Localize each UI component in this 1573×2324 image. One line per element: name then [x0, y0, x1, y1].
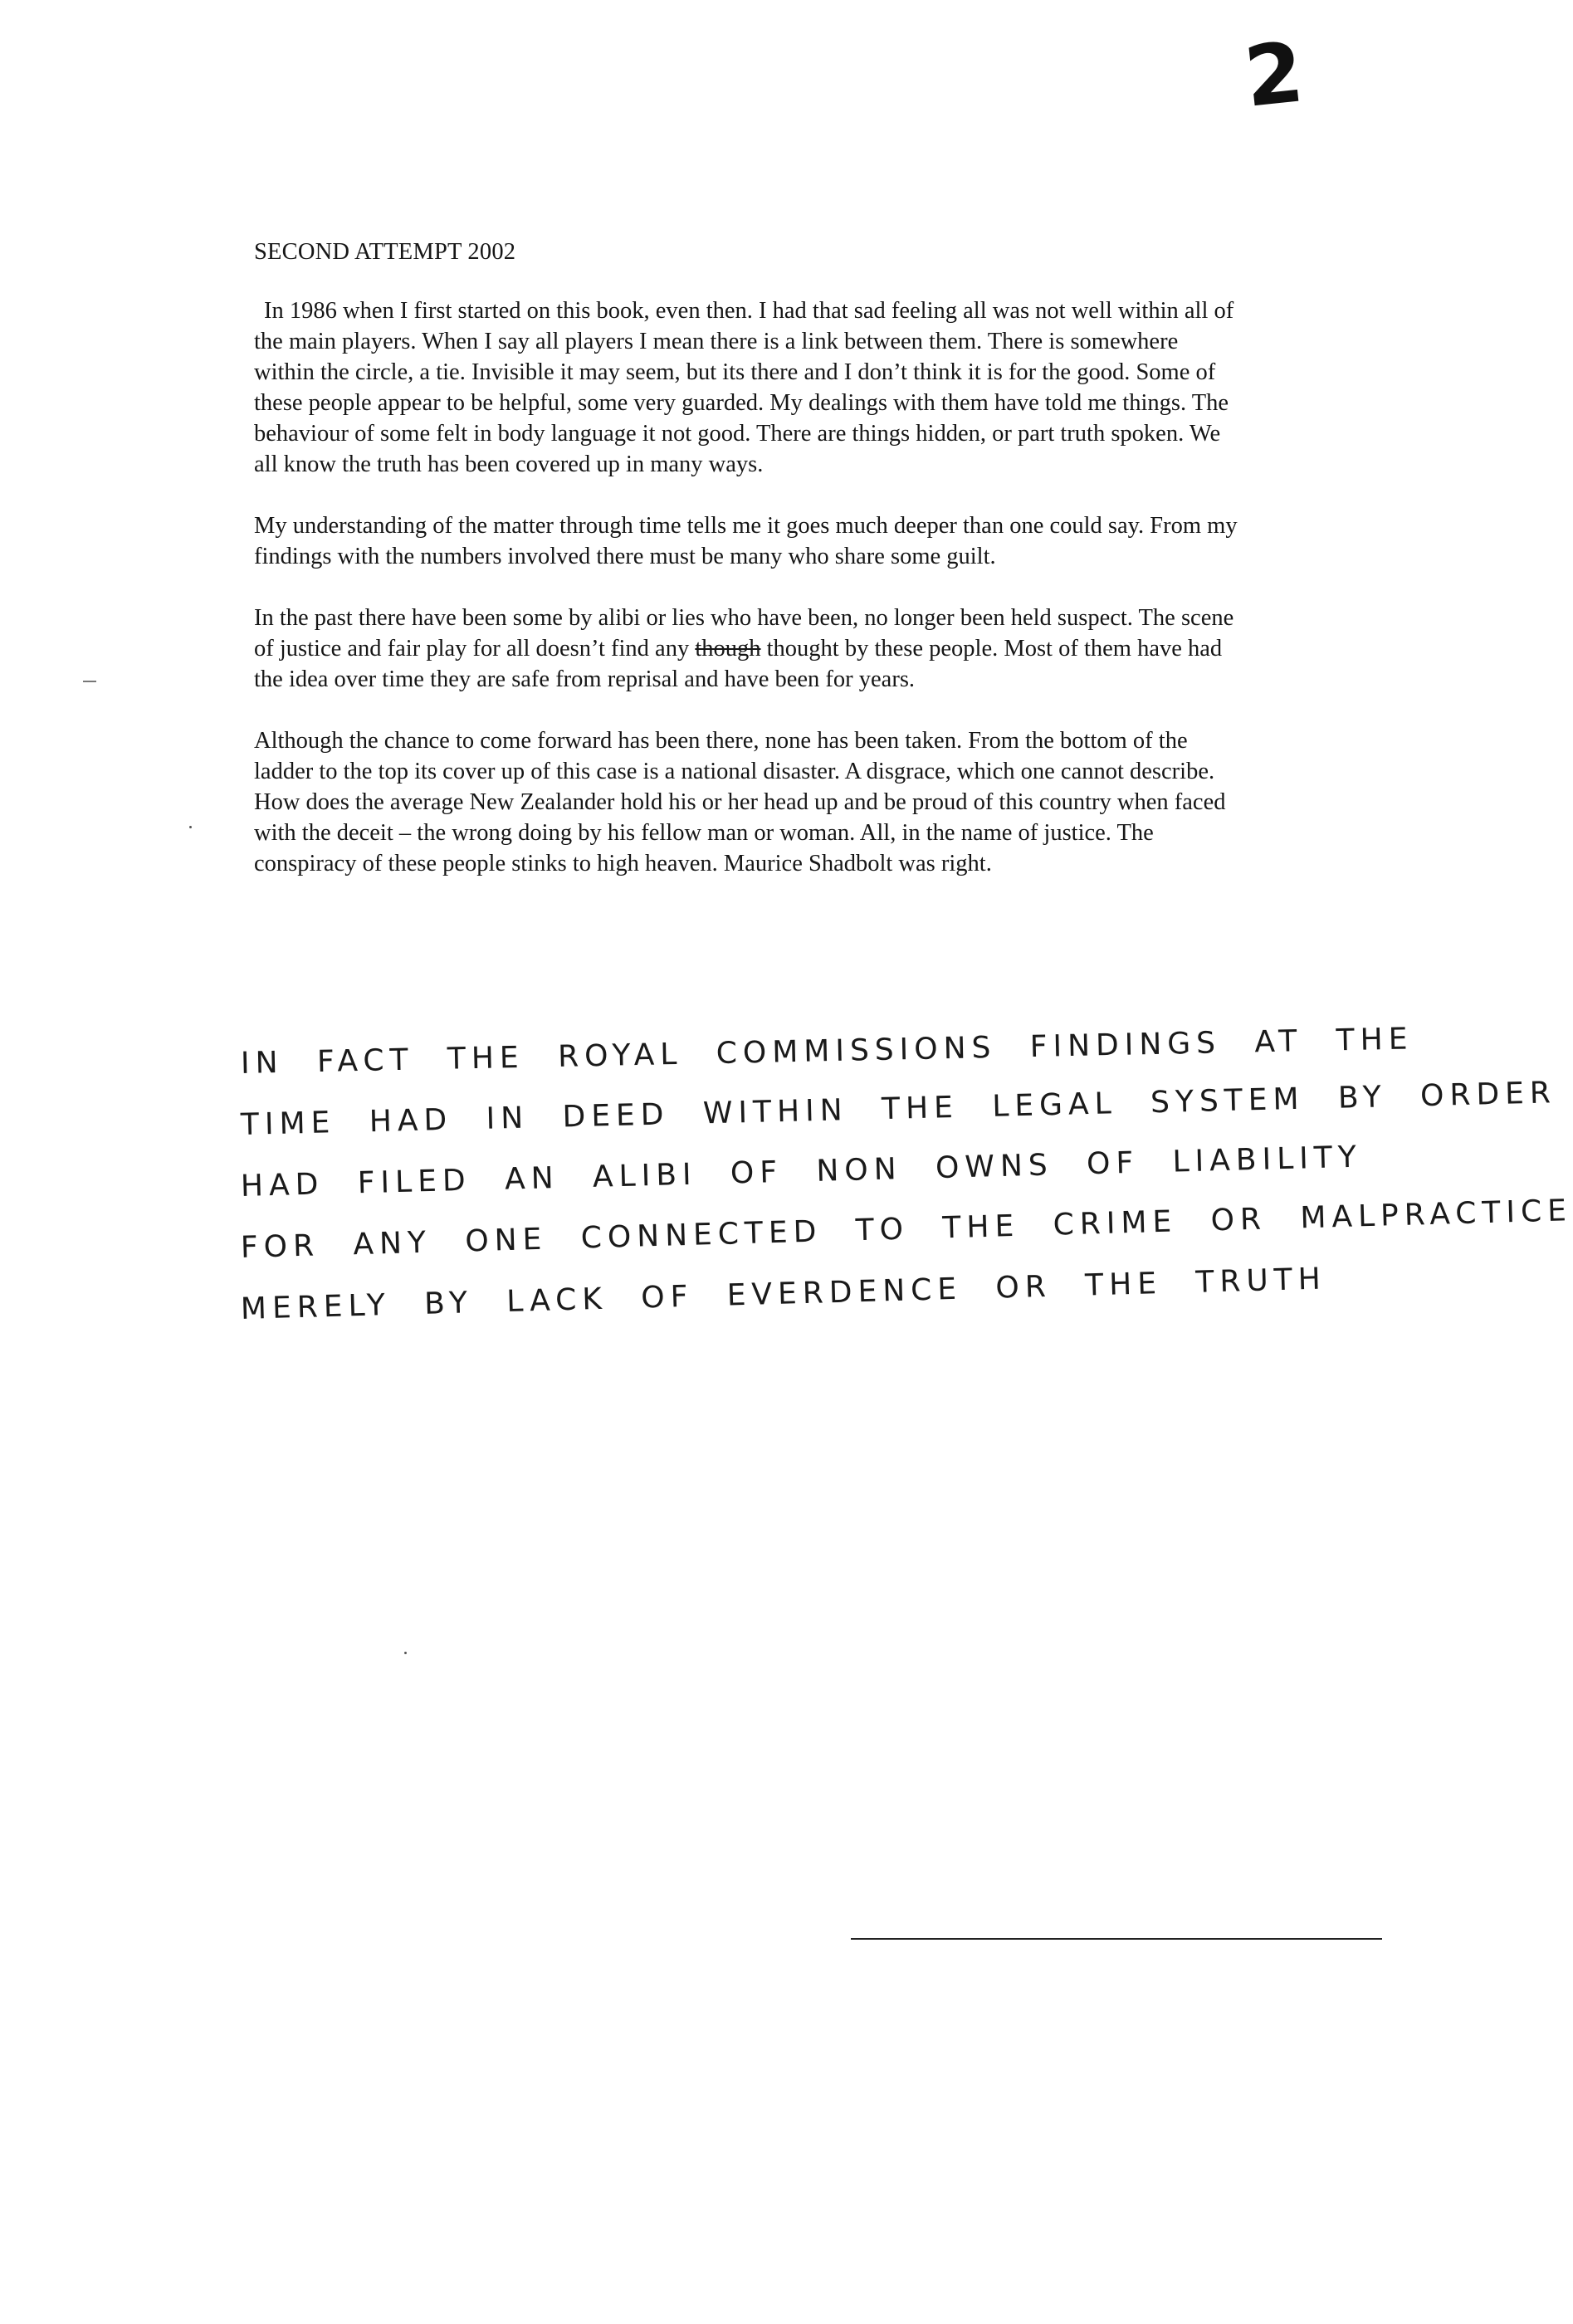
margin-dash-mark: [83, 681, 96, 682]
handwritten-line-3: HAD FILED AN ALIBI OF NON OWNS OF LIABILITY: [240, 1140, 1363, 1204]
handwritten-line-5: MERELY BY LACK OF EVERDENCE OR THE TRUTH: [240, 1262, 1327, 1326]
typed-text-body: [254, 237, 1250, 910]
struck-word: though: [695, 636, 761, 662]
handwritten-line-2: TIME HAD IN DEED WITHIN THE LEGAL SYSTEM BY ORDER: [240, 1076, 1557, 1142]
signature-line: [851, 1938, 1382, 1940]
handwritten-line-4: FOR ANY ONE CONNECTED TO THE CRIME OR MALPRACTICE: [240, 1194, 1573, 1265]
paragraph-1: In 1986 when I first started on this book, even then. I had that sad feeling all was not well within all of the main players. When I say all players I mean there is a link between them. There is somewhere within the circle, a tie. Invisible it may seem, but its there and I don’t think it is for the good. Some of these people appear to be helpful, some very guarded. My dealings with them have told me things. The behaviour of some felt in body language it not good. There are things hidden, or part truth spoken. We all know the truth has been covered up in many ways.: [254, 298, 1234, 477]
scan-speck: [404, 1652, 407, 1654]
paragraph-3-part-2: thought by these people. Most of them have had the idea over time they are safe from reprisal and have been for years.: [254, 636, 1223, 692]
paragraph-2: My understanding of the matter through time tells me it goes much deeper than one could say. From my findings with the numbers involved there must be many who share some guilt.: [254, 513, 1238, 569]
page-number: 2: [1240, 23, 1308, 126]
paragraph-4: Although the chance to come forward has been there, none has been taken. From the bottom of the ladder to the top its cover up of this case is a national disaster. A disgrace, which one cannot describe. How does the average New Zealander hold his or her head up and be proud of this country when faced with the deceit – the wrong doing by his fellow man or woman. All, in the name of justice. The conspiracy of these people stinks to high heaven. Maurice Shadbolt was right.: [254, 728, 1226, 876]
handwritten-line-1: IN FACT THE ROYAL COMMISSIONS FINDINGS AT THE: [240, 1022, 1414, 1081]
paragraph-3: [254, 603, 1242, 695]
section-heading: SECOND ATTEMPT 2002: [254, 239, 516, 265]
paragraph-3-part-1: In the past there have been some by alibi or lies who have been, no longer been held suspect. The scene of justice and fair play for all doesn’t find any: [254, 605, 1234, 662]
scan-speck: [189, 826, 192, 828]
handwritten-note: [240, 1022, 1573, 1340]
